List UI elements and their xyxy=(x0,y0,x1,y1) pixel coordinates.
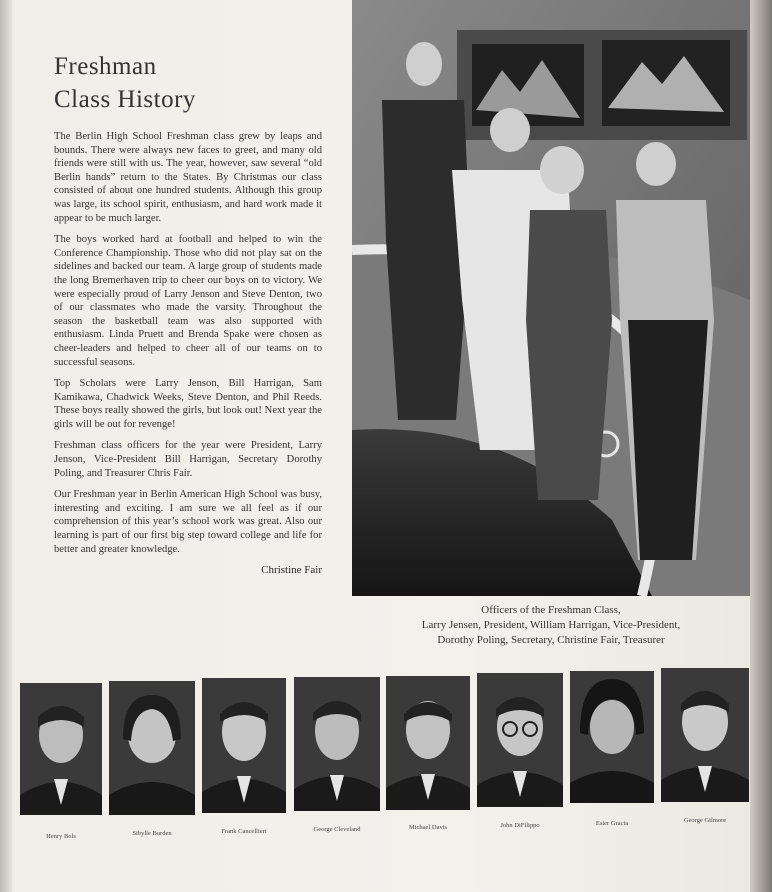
portrait-image xyxy=(661,668,749,802)
portrait-image xyxy=(477,673,563,807)
caption-line-2: Larry Jensen, President, William Harrigan, Vice-President, xyxy=(421,619,681,631)
article-paragraph: Freshman class officers for the year were President, Larry Jenson, Vice-President Bill Harrigan, Secretary Dorothy Poling, and Treasurer Chris Fair. xyxy=(54,440,322,479)
officers-photo xyxy=(352,0,750,596)
portrait-name: Ester Gracia xyxy=(595,820,629,827)
portrait-photo xyxy=(20,683,102,815)
portrait-name: Sibylle Burden xyxy=(132,830,172,837)
portrait-name: Frank Cancellieri xyxy=(221,828,267,835)
caption-line-1: Officers of the Freshman Class, xyxy=(481,604,621,616)
portrait-name: Henry Bols xyxy=(46,833,76,840)
portrait-photo xyxy=(294,677,380,811)
portrait-image xyxy=(202,678,286,813)
portrait-photo xyxy=(202,678,286,813)
page-edge xyxy=(750,0,772,892)
photo-caption xyxy=(352,603,750,648)
officers-photo-illustration xyxy=(352,0,750,596)
portrait-name: John DiFilippo xyxy=(500,822,540,829)
title-line-2: Class History xyxy=(54,86,196,113)
article-paragraph: Top Scholars were Larry Jenson, Bill Harrigan, Sam Kamikawa, Chadwick Weeks, Steve Denton, and Phil Reeds. These boys really showed the girls, but look out! Next year the girls will be out for revenge! xyxy=(54,378,322,430)
portrait-image xyxy=(20,683,102,815)
article-title xyxy=(54,50,322,116)
title-line-1: Freshman xyxy=(54,53,157,80)
portrait-photo xyxy=(477,673,563,807)
portrait-image xyxy=(109,681,195,815)
portrait-image xyxy=(570,671,654,803)
portrait-photo xyxy=(661,668,749,802)
portrait-image xyxy=(294,677,380,811)
portrait-photo xyxy=(570,671,654,803)
portrait-image xyxy=(386,676,470,810)
article-column xyxy=(54,50,322,576)
caption-line-3: Dorothy Poling, Secretary, Christine Fair, Treasurer xyxy=(437,634,665,646)
article-paragraph: The Berlin High School Freshman class grew by leaps and bounds. There were always new faces to greet, and many old friends were still with us. The year, however, saw several “old Berlin hands” return to the States. By Christmas our class consisted of about one hundred students. Although this group was large, its school spirit, enthusiasm, and hard work made it appear to be much larger. xyxy=(54,131,322,224)
portrait-name: George Cleveland xyxy=(313,826,361,833)
article-paragraph: The boys worked hard at football and helped to win the Conference Championship. Those who did not play sat on the sidelines and backed our team. A large group of students made the long Bremerhaven trip to cheer our boys on to victory. We were especially proud of Larry Jenson and Steve Denton, two of our classmates who made the varsity. Throughout the season the basketball team was also supported with enthusiasm. Linda Pruett and Brenda Spake were chosen as cheer-leaders and helped to cheer all of our teams on to successful seasons. xyxy=(54,234,322,368)
portrait-photo xyxy=(109,681,195,815)
page-binding xyxy=(0,0,12,892)
portrait-photo xyxy=(386,676,470,810)
article-paragraph: Our Freshman year in Berlin American High School was busy, interesting and exciting. I am sure we all feel as if our comprehension of this year’s school work was great. Also our learning is part of our first big step toward college and life for better and greater knowledge. xyxy=(54,489,322,555)
portrait-name: Michael Davis xyxy=(408,824,448,831)
article-author: Christine Fair xyxy=(261,564,322,577)
portrait-name: George Gilmore xyxy=(683,817,727,824)
